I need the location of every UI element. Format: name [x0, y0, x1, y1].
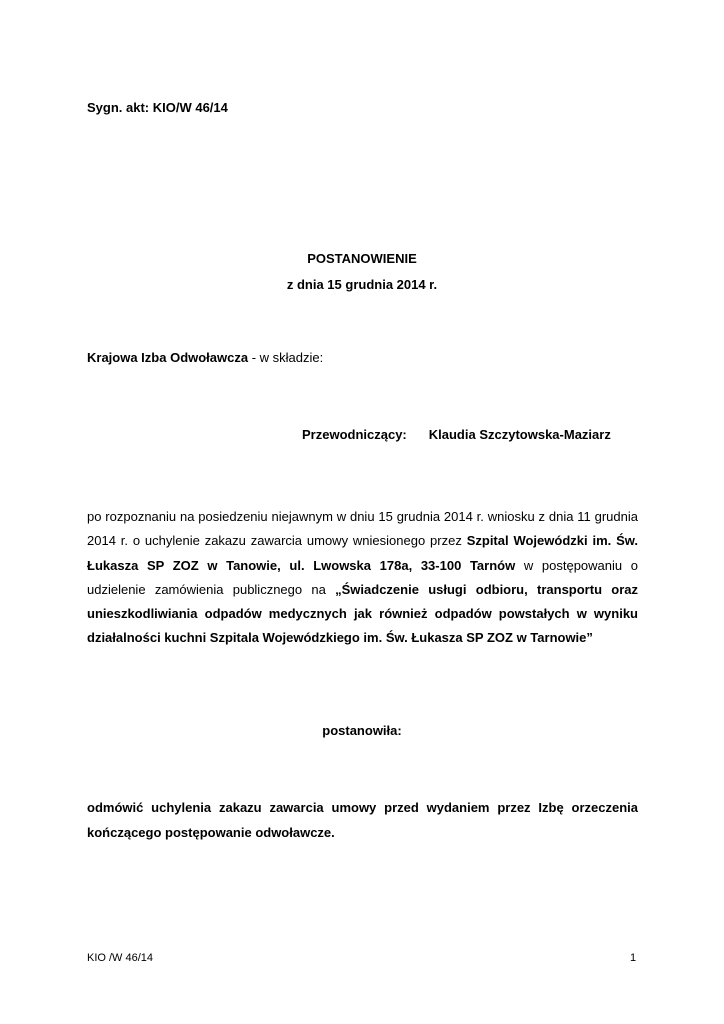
page-number: 1 — [630, 952, 637, 964]
presiding-line — [302, 427, 611, 442]
decision-text: odmówić uchylenia zakazu zawarcia umowy przed wydaniem przez Izbę orzeczenia kończącego postępowanie odwoławcze. — [87, 800, 638, 840]
presiding-label: Przewodniczący: — [302, 427, 407, 442]
composition-text: - w składzie: — [248, 350, 324, 365]
document-date: z dnia 15 grudnia 2014 r. — [286, 277, 438, 292]
body-paragraph — [87, 505, 638, 651]
chamber-name: Krajowa Izba Odwoławcza — [87, 350, 249, 365]
applicant-name: Szpital Wojewódzki im. Św. Łukasza SP ZOZ w Tanowie, ul. Lwowska 178a, 33-100 Tarnów — [87, 533, 639, 573]
decision-heading: postanowiła: — [322, 723, 402, 738]
body-text-2: w postępowaniu o udzielenie zamówienia publicznego na — [87, 557, 639, 597]
footer-reference: KIO /W 46/14 — [87, 952, 154, 964]
case-signature: Sygn. akt: KIO/W 46/14 — [87, 100, 228, 115]
panel-line — [87, 350, 323, 365]
body-text-1: po rozpoznaniu na posiedzeniu niejawnym w dniu 15 grudnia 2014 r. wniosku z dnia 11 grudnia 2014 r. o uchylenie zakazu zawarcia umowy wniesionego przez — [87, 509, 638, 549]
presiding-name: Klaudia Szczytowska-Maziarz — [428, 427, 611, 442]
document-title: POSTANOWIENIE — [307, 251, 417, 266]
procurement-subject: „Świadczenie usługi odbioru, transportu oraz unieszkodliwiania odpadów medycznych jak również odpadów powstałych w wyniku działalności kuchni Szpitala Wojewódzkiego im. Św. Łukasza SP ZOZ w Tarnowie” — [87, 581, 639, 646]
